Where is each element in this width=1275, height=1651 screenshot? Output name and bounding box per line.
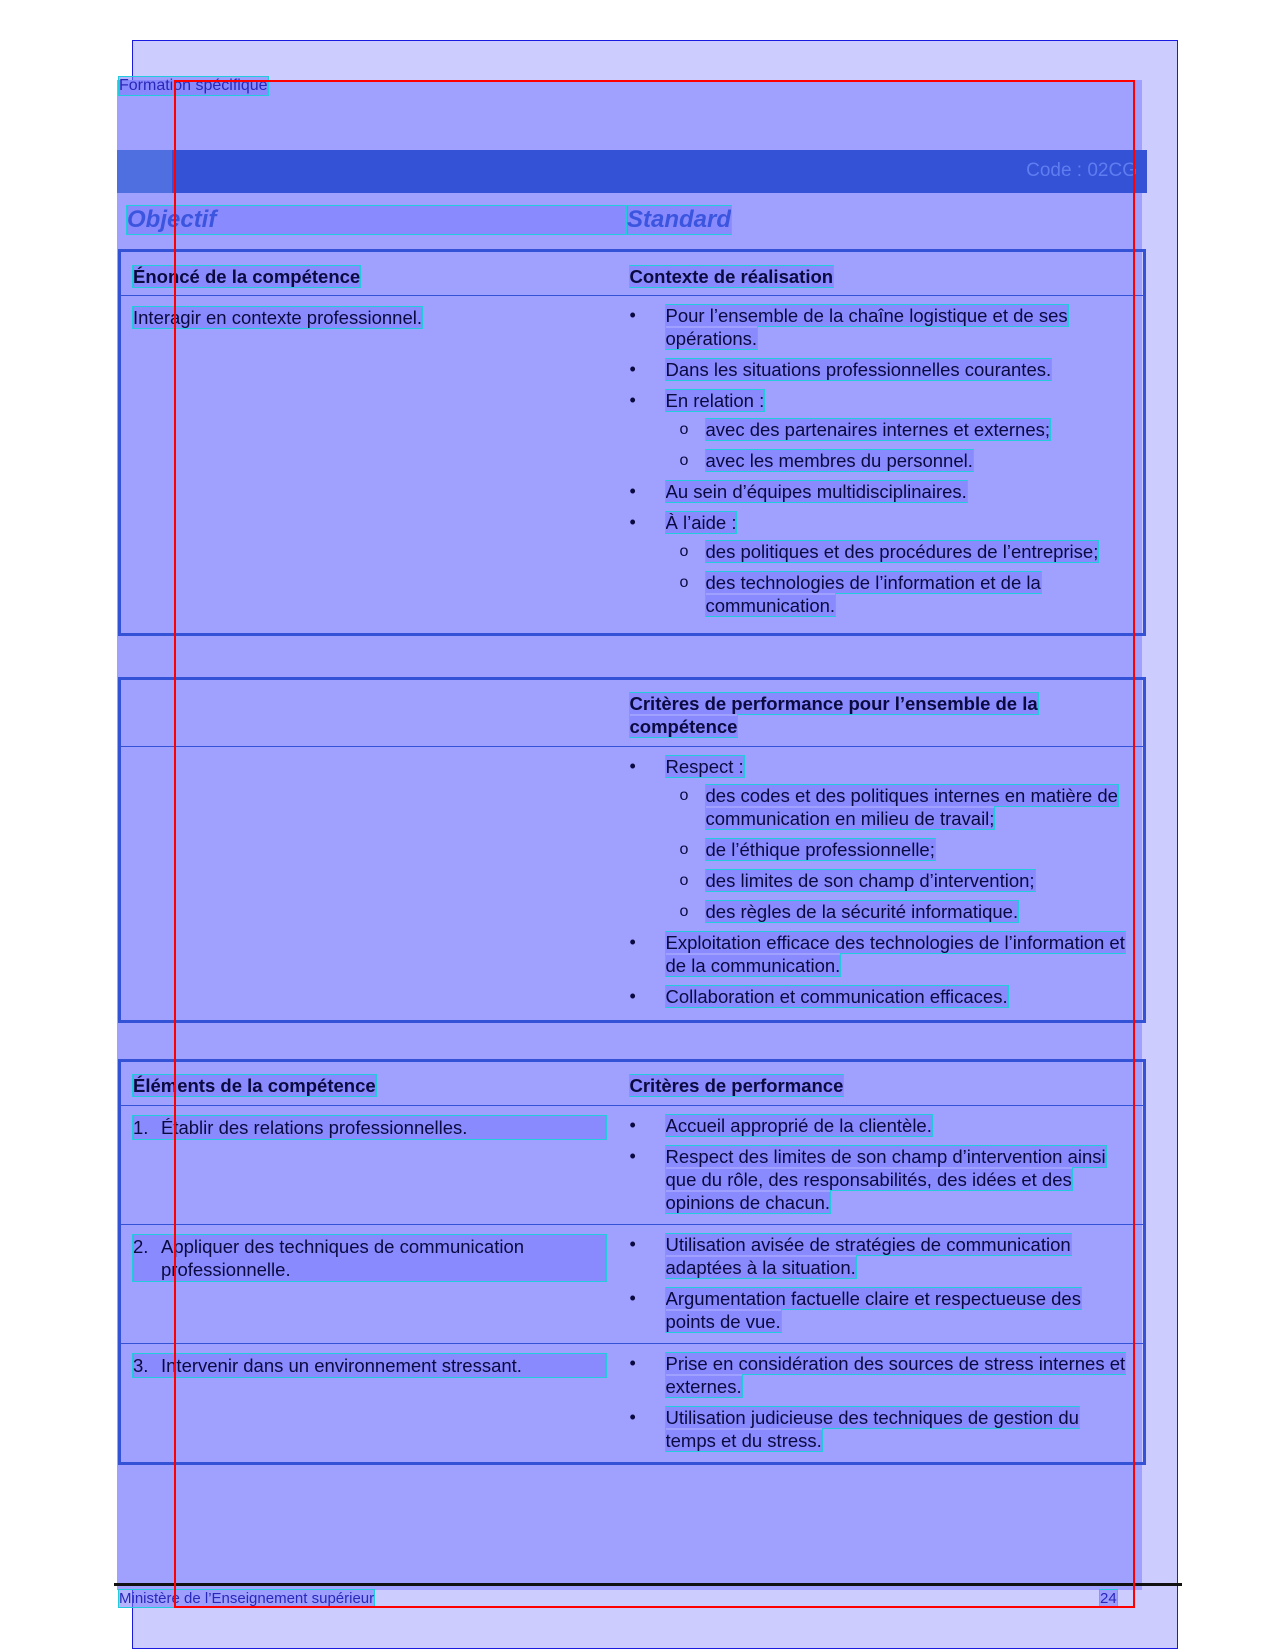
element-3: 3. Intervenir dans un environnement stressant. [133, 1354, 606, 1377]
aide-sublist [666, 540, 1132, 617]
list-item: • En relation : o avec des partenaires internes et externes; o avec les membres du personnel. [630, 389, 1132, 472]
list-item: • À l’aide : o des politiques et des procédures de l’entreprise; o des technologies de l’information et de la communication. [630, 511, 1132, 617]
list-item: • Exploitation efficace des technologies de l’information et de la communication. [630, 931, 1132, 977]
table-row [120, 1106, 1145, 1225]
criteres-list-1 [630, 1114, 1132, 1214]
list-item: • Utilisation judicieuse des techniques de gestion du temps et du stress. [630, 1406, 1132, 1452]
list-item: • Respect des limites de son champ d’intervention ainsi que du rôle, des responsabilités, des idées et des opinions de chacun. [630, 1145, 1132, 1214]
list-item: • Accueil approprié de la clientèle. [630, 1114, 1132, 1137]
code-bar [117, 150, 1147, 193]
respect-sublist [666, 784, 1132, 923]
criteres-ensemble-header: Critères de performance pour l’ensemble de la compétence [629, 693, 1038, 737]
code-bar-accent [117, 150, 172, 193]
enonce-text: Interagir en contexte professionnel. [133, 307, 422, 328]
contexte-list [630, 304, 1132, 617]
table-row [120, 1225, 1145, 1344]
element-1: 1. Établir des relations professionnelles. [133, 1116, 606, 1139]
code-value: 02CG [1087, 160, 1137, 181]
standard-heading: Standard [627, 206, 732, 233]
list-item: o des technologies de l’information et de la communication. [680, 571, 1132, 617]
enonce-header: Énoncé de la compétence [133, 266, 361, 287]
list-item: • Prise en considération des sources de stress internes et externes. [630, 1352, 1132, 1398]
list-item: • Utilisation avisée de stratégies de communication adaptées à la situation. [630, 1233, 1132, 1279]
criteres-header: Critères de performance [629, 1075, 844, 1096]
elements-table [118, 1059, 1146, 1465]
list-item: o avec des partenaires internes et externes; [680, 418, 1132, 441]
top-label: Formation spécifique [119, 77, 268, 94]
competence-table [118, 249, 1146, 636]
list-item: o avec les membres du personnel. [680, 449, 1132, 472]
list-item: • Pour l’ensemble de la chaîne logistique et de ses opérations. [630, 304, 1132, 350]
elements-header: Éléments de la compétence [133, 1075, 376, 1096]
table-row [120, 1344, 1145, 1464]
list-item: o des codes et des politiques internes en matière de communication en milieu de travail; [680, 784, 1132, 830]
list-item: o des limites de son champ d’intervention; [680, 869, 1132, 892]
footer-ministry: Ministère de l’Enseignement supérieur [119, 1590, 375, 1607]
code-label-text: Code : [1026, 160, 1083, 181]
page-number: 24 [1100, 1590, 1117, 1607]
list-item: • Respect : o des codes et des politiques internes en matière de communication en milieu de travail; o de l’éthique professionnelle; o des limites de son champ d’intervention; o des règles de la sécurité informatique. [630, 755, 1132, 923]
relation-sublist [666, 418, 1132, 472]
criteres-list-2 [630, 1233, 1132, 1333]
list-item: o des politiques et des procédures de l’entreprise; [680, 540, 1132, 563]
criteres-ensemble-list [630, 755, 1132, 1008]
list-item: o des règles de la sécurité informatique. [680, 900, 1132, 923]
list-item: • Collaboration et communication efficaces. [630, 985, 1132, 1008]
footer-rule [114, 1583, 1182, 1586]
criteres-list-3 [630, 1352, 1132, 1452]
contexte-header: Contexte de réalisation [629, 266, 834, 287]
criteres-ensemble-table [118, 677, 1146, 1023]
code-label [1026, 160, 1137, 182]
list-item: o de l’éthique professionnelle; [680, 838, 1132, 861]
list-item: • Argumentation factuelle claire et respectueuse des points de vue. [630, 1287, 1132, 1333]
objectif-heading: Objectif [127, 206, 627, 234]
element-2: 2. Appliquer des techniques de communication professionnelle. [133, 1235, 606, 1281]
list-item: • Au sein d’équipes multidisciplinaires. [630, 480, 1132, 503]
list-item: • Dans les situations professionnelles courantes. [630, 358, 1132, 381]
